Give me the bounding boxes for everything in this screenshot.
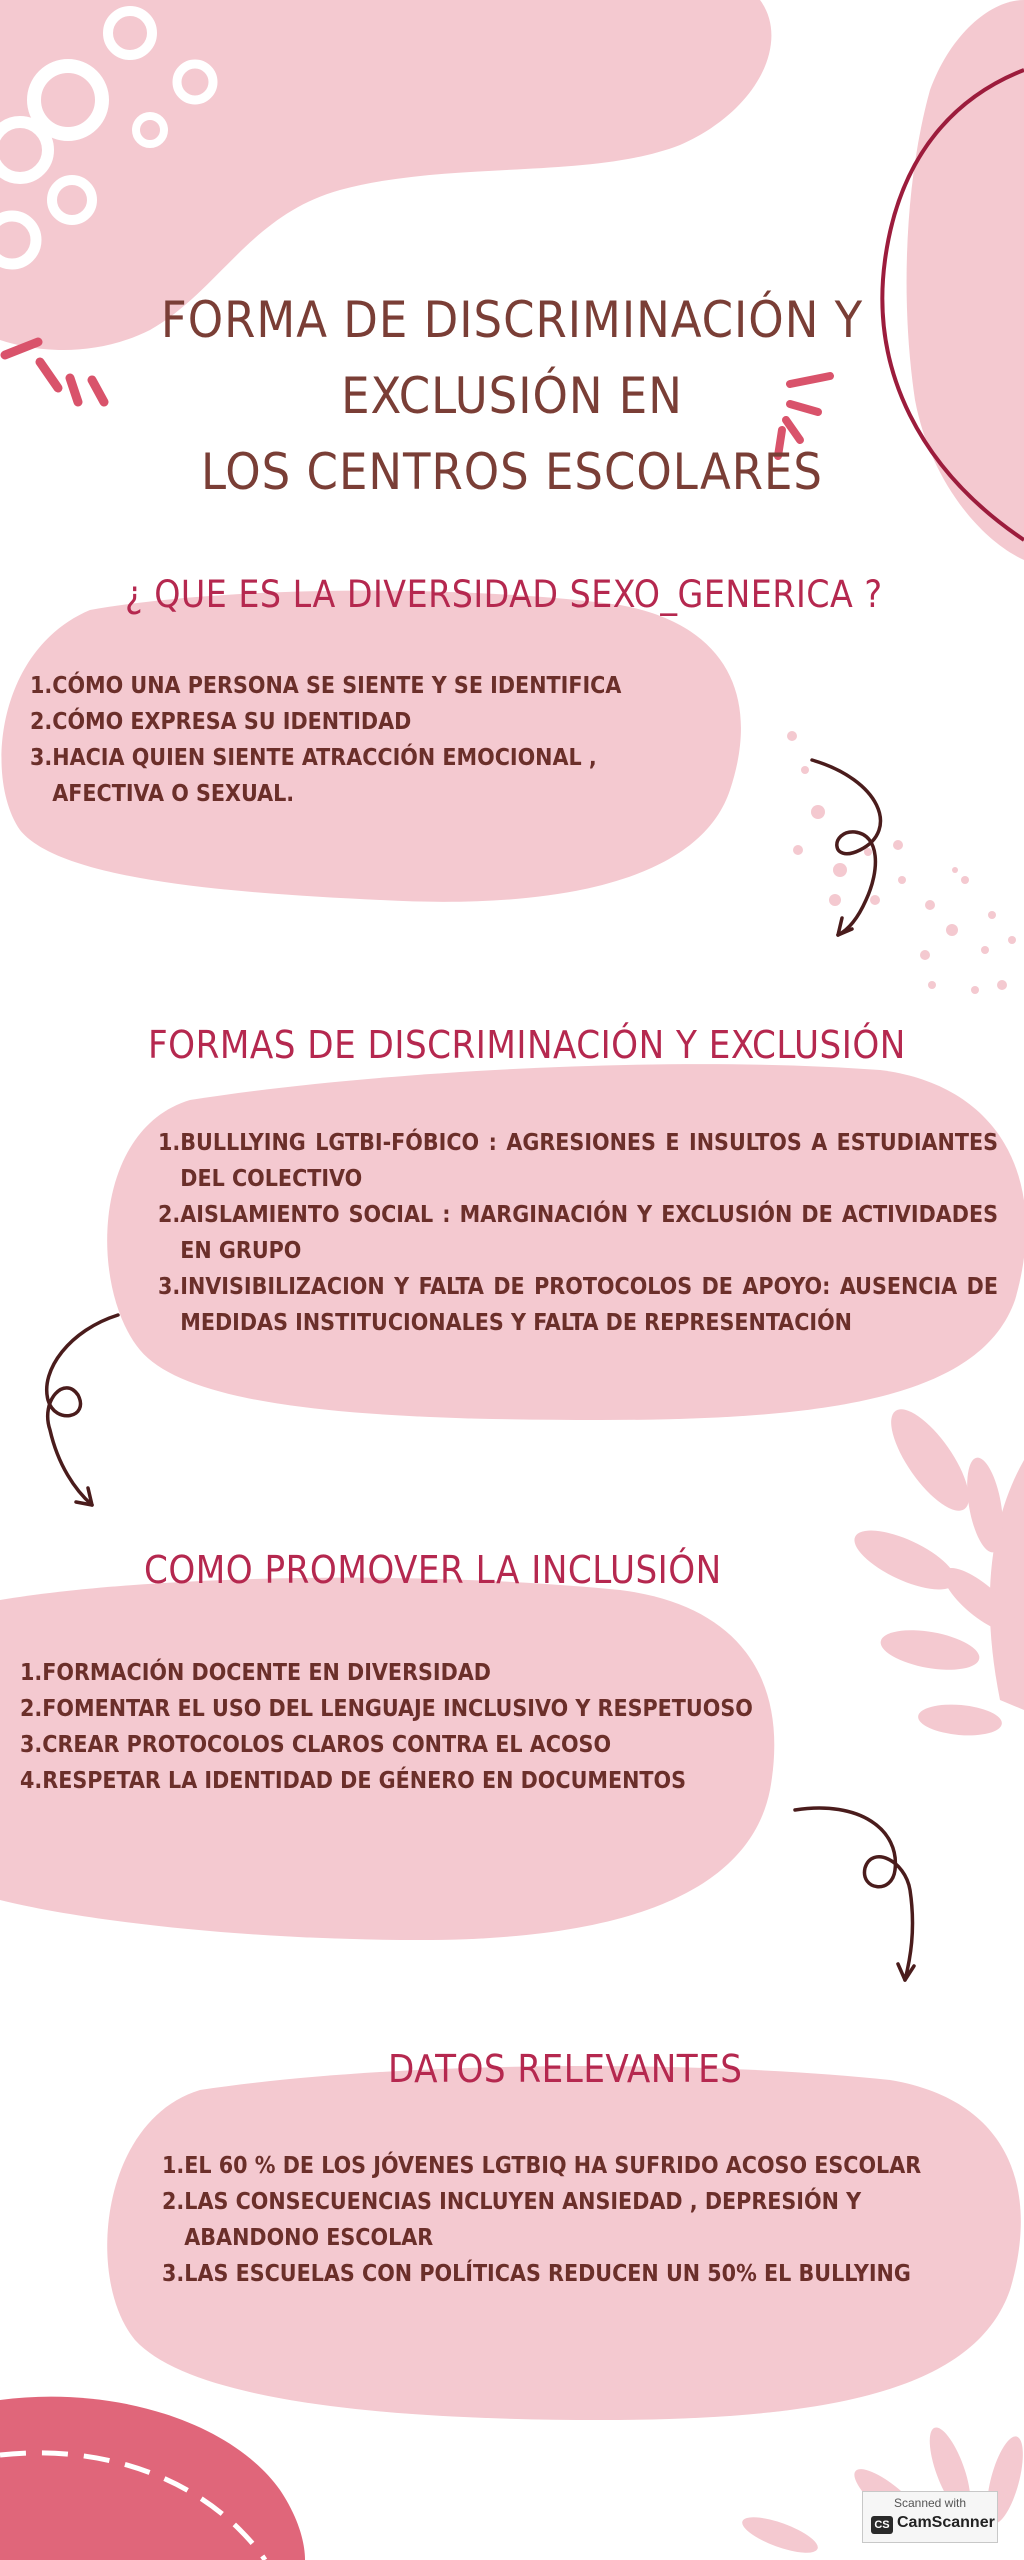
watermark-caption: Scanned with (893, 2496, 967, 2510)
list-item-text: EL 60 % DE LOS JÓVENES LGTBIQ HA SUFRIDO ACOSO ESCOLAR (184, 2153, 922, 2179)
list-item-text: BULLLYING LGTBI-FÓBICO : AGRESIONES E INSULTOS A ESTUDIANTES DEL COLECTIVO (180, 1130, 998, 1192)
section1-list (30, 668, 710, 812)
list-item (30, 704, 710, 740)
curly-arrow-icon (795, 1808, 914, 1980)
list-item (158, 1125, 998, 1197)
section2-list (158, 1125, 998, 1341)
page-title-line1: FORMA DE DISCRIMINACIÓN Y EXCLUSIÓN EN (160, 291, 864, 425)
list-item-number: 4. (20, 1768, 43, 1794)
list-item-text: LAS CONSECUENCIAS INCLUYEN ANSIEDAD , DEPRESIÓN Y ABANDONO ESCOLAR (184, 2189, 862, 2251)
leaf-frond-icon (847, 1398, 1024, 1738)
list-item (162, 2184, 952, 2256)
dot-cluster-icon (787, 731, 1016, 994)
list-item-number: 3. (158, 1274, 181, 1300)
section4-heading: DATOS RELEVANTES (388, 2047, 743, 2091)
list-item-text: FOMENTAR EL USO DEL LENGUAJE INCLUSIVO Y RESPETUOSO (42, 1696, 753, 1722)
list-item-text: FORMACIÓN DOCENTE EN DIVERSIDAD (42, 1660, 491, 1686)
list-item-text: RESPETAR LA IDENTIDAD DE GÉNERO EN DOCUMENTOS (42, 1768, 687, 1794)
list-item-number: 1. (30, 673, 53, 699)
list-item-number: 1. (158, 1130, 181, 1156)
list-item-number: 1. (162, 2153, 185, 2179)
list-item-number: 3. (30, 745, 53, 771)
list-item (30, 668, 710, 704)
page-title (30, 282, 994, 510)
list-item-text: CÓMO UNA PERSONA SE SIENTE Y SE IDENTIFICA (52, 673, 622, 699)
list-item-text: INVISIBILIZACION Y FALTA DE PROTOCOLOS DE APOYO: AUSENCIA DE MEDIDAS INSTITUCIONALES Y FALTA DE REPRESENTACIÓN (180, 1274, 998, 1336)
section2-heading: FORMAS DE DISCRIMINACIÓN Y EXCLUSIÓN (148, 1023, 906, 1067)
list-item-number: 3. (20, 1732, 43, 1758)
camscanner-watermark (862, 2491, 998, 2543)
section3-heading: COMO PROMOVER LA INCLUSIÓN (144, 1548, 722, 1592)
section1-heading: ¿ QUE ES LA DIVERSIDAD SEXO_GENERICA ? (125, 573, 883, 616)
list-item-number: 2. (30, 709, 53, 735)
list-item (162, 2256, 952, 2292)
curly-arrow-icon (47, 1315, 118, 1505)
list-item-number: 2. (158, 1202, 181, 1228)
page-title-line2: LOS CENTROS ESCOLARES (201, 443, 823, 501)
list-item-text: CÓMO EXPRESA SU IDENTIDAD (52, 709, 412, 735)
list-item-number: 3. (162, 2261, 185, 2287)
list-item-text: AISLAMIENTO SOCIAL : MARGINACIÓN Y EXCLUSIÓN DE ACTIVIDADES EN GRUPO (180, 1202, 998, 1264)
list-item-number: 2. (162, 2189, 185, 2215)
list-item-number: 1. (20, 1660, 43, 1686)
list-item-text: CREAR PROTOCOLOS CLAROS CONTRA EL ACOSO (42, 1732, 612, 1758)
section4-list (162, 2148, 952, 2292)
camscanner-logo-icon: CS (871, 2516, 893, 2534)
list-item (30, 740, 710, 812)
list-item (162, 2148, 952, 2184)
list-item-text: LAS ESCUELAS CON POLÍTICAS REDUCEN UN 50% EL BULLYING (184, 2261, 911, 2287)
list-item (158, 1197, 998, 1269)
list-item-number: 2. (20, 1696, 43, 1722)
list-item (20, 1727, 760, 1763)
bottom-left-blob (0, 2397, 305, 2560)
list-item (158, 1269, 998, 1341)
list-item-text: HACIA QUIEN SIENTE ATRACCIÓN EMOCIONAL , AFECTIVA O SEXUAL. (52, 745, 597, 807)
list-item (20, 1691, 760, 1727)
section3-list (20, 1655, 760, 1799)
watermark-brand: CamScanner (897, 2514, 995, 2531)
curly-arrow-icon (812, 760, 880, 935)
list-item (20, 1763, 760, 1799)
list-item (20, 1655, 760, 1691)
